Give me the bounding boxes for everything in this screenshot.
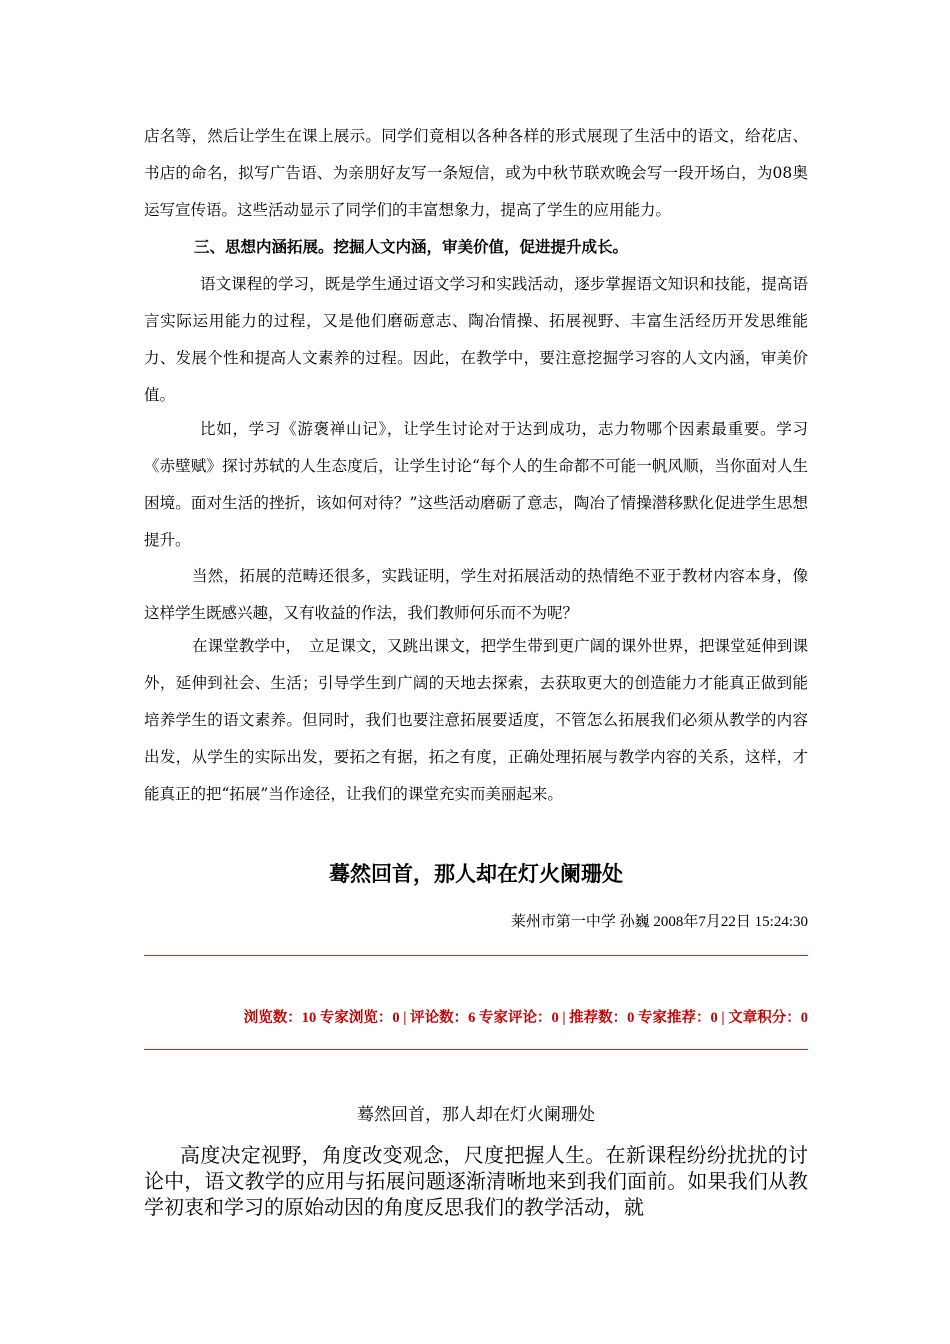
paragraph-examples: [144, 411, 808, 559]
section-heading-text: 三、思想内涵拓展。挖掘人文内涵，审美价值，促进提升成长。: [194, 237, 629, 256]
article-subtitle: 蓦然回首，那人却在灯火阑珊处: [357, 1105, 595, 1125]
article-title: 蓦然回首，那人却在灯火阑珊处: [329, 862, 623, 886]
section-heading: [144, 228, 808, 265]
divider-top: [144, 955, 808, 956]
paragraph-scope: [144, 558, 808, 632]
paragraph-text: 语文课程的学习，既是学生通过语文学习和实践活动，逐步掌握语文知识和技能，提高语言实际运用能力的过程，又是他们磨砺意志、陶冶情操、拓展视野、丰富生活经历开发思维能力、发展个性和提高人文素养的过程。因此，在教学中，要注意挖掘学习容的人文内涵，审美价值。: [144, 275, 808, 404]
paragraph-classroom: [144, 628, 808, 813]
article-intro: 高度决定视野，角度改变观念，尺度把握人生。在新课程纷纷扰扰的讨论中，语文教学的应用与拓展问题逐渐清晰地来到我们面前。如果我们从教学初衷和学习的原始动因的角度反思我们的教学活动，就: [144, 1143, 808, 1219]
paragraph-text: 店名等，然后让学生在课上展示。同学们竟相以各种各样的形式展现了生活中的语文，给花店、书店的命名，拟写广告语、为亲朋好友写一条短信，或为中秋节联欢晚会写一段开场白，为08奥运写宣传语。这些活动显示了同学们的丰富想象力，提高了学生的应用能力。: [144, 127, 808, 219]
article-byline: 莱州市第一中学 孙巍 2008年7月22日 15:24:30: [510, 914, 808, 930]
paragraph-course-learning: [144, 266, 808, 414]
paragraph-text: 在课堂教学中， 立足课文，又跳出课文，把学生带到更广阔的课外世界，把课堂延伸到课外，延伸到社会、生活；引导学生到广阔的天地去探索，去获取更大的创造能力才能真正做到能培养学生的语文素养。但同时，我们也要注意拓展要适度，不管怎么拓展我们必须从教学的内容出发，从学生的实际出发，要拓之有据，拓之有度，正确处理拓展与教学内容的关系，这样，才能真正的把“拓展”当作途径，让我们的课堂充实而美丽起来。: [144, 637, 808, 803]
paragraph-text: 比如，学习《游褒禅山记》，让学生讨论对于达到成功，志力物哪个因素最重要。学习《赤壁赋》探讨苏轼的人生态度后，让学生讨论“每个人的生命都不可能一帆风顺，当你面对人生困境。面对生活的挫折，该如何对待？”这些活动磨砺了意志，陶冶了情操潜移默化促进学生思想提升。: [144, 420, 808, 549]
paragraph-text: 当然，拓展的范畴还很多，实践证明，学生对拓展活动的热情绝不亚于教材内容本身，像这样学生既感兴趣，又有收益的作法，我们教师何乐而不为呢？: [144, 567, 808, 622]
divider-bottom: [144, 1049, 808, 1050]
paragraph-applied-activities: [144, 118, 808, 229]
article-stats: 浏览数：10 专家浏览：0 | 评论数：6 专家评论：0 | 推荐数：0 专家推荐：0 | 文章积分：0: [243, 1010, 808, 1026]
